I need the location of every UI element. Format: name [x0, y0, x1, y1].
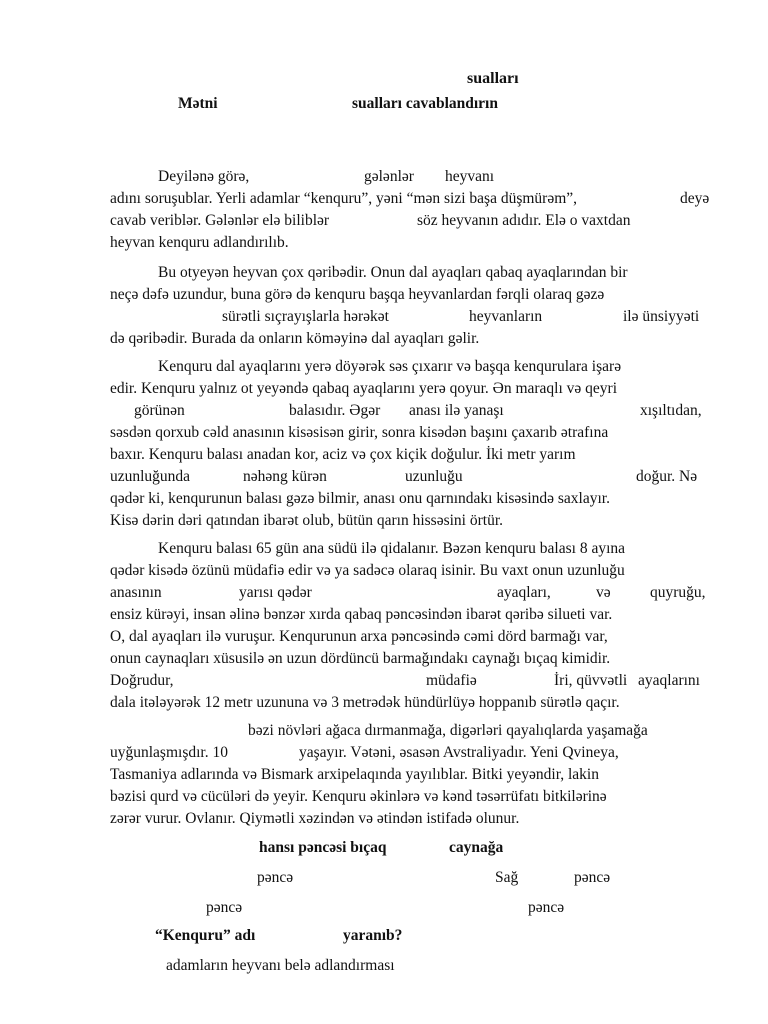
p3-line6-a: uzunluğunda: [110, 468, 191, 485]
p3-line3-c: anası ilə yanaşı: [409, 402, 504, 419]
question1-option: Sağ: [495, 869, 519, 886]
p4-line7-d: ayaqlarını: [638, 672, 700, 689]
p2-line3-b: heyvanların: [469, 308, 543, 325]
p3-line3-b: balasıdır. Əgər: [289, 402, 381, 419]
p5-line2-a: uyğunlaşmışdır. 10: [110, 744, 228, 761]
subtitle-right: sualları cavablandırın: [352, 95, 498, 112]
p3-line4: səsdən qorxub cəld anasının kisəsisən girir, sonra kisədən başını çaxarıb ətrafına: [110, 424, 609, 441]
p3-line6-c: uzunluğu: [405, 468, 463, 485]
question1-option: pəncə: [574, 869, 611, 886]
question1-option: pəncə: [206, 899, 243, 916]
p3-line2: edir. Kenquru yalnız ot yeyəndə qabaq ayaqlarını yerə qoyur. Ən maraqlı və qeyri: [110, 380, 618, 397]
question2-answer: adamların heyvanı belə adlandırması: [166, 957, 395, 974]
p5-line5: zərər vurur. Ovlanır. Qiymətli xəzindən və ətindən istifadə olunur.: [110, 810, 520, 827]
p4-line3-e: quyruğu,: [650, 584, 706, 601]
p4-line3-a: anasının: [110, 584, 162, 601]
question1-option: pəncə: [257, 869, 294, 886]
p4-line7-b: müdafiə: [426, 672, 477, 689]
p4-line3-b: yarısı qədər: [239, 584, 312, 601]
p4-line8: dala itələyərək 12 metr uzununa və 3 metrədək hündürlüyə hoppanıb sürətlə qaçır.: [110, 694, 620, 711]
page-title: sualları: [467, 70, 519, 87]
subtitle-left: Mətni: [178, 95, 218, 112]
p4-line7-c: İri, qüvvətli: [554, 672, 628, 689]
p3-line3-d: xışıltıdan,: [640, 402, 702, 419]
question2-text-b: yaranıb?: [343, 927, 403, 944]
p2-line4: də qəribədir. Burada da onların köməyinə dal ayaqları gəlir.: [110, 330, 480, 347]
p1-line4: heyvan kenquru adlandırılıb.: [110, 234, 289, 251]
p4-line6: onun caynaqları xüsusilə ən uzun dördüncü barmağındakı caynağı bıçaq kimidir.: [110, 650, 611, 667]
p2-line3-c: ilə ünsiyyəti: [623, 308, 700, 325]
p4-line2: qədər kisədə özünü müdafiə edir və ya sadəcə olaraq isinir. Bu vaxt onun uzunluğu: [110, 562, 625, 579]
question1-text-b: caynağa: [449, 839, 504, 856]
p3-line6-d: doğur. Nə: [636, 468, 698, 485]
question1-option: pəncə: [528, 899, 565, 916]
p4-line3-d: və: [596, 584, 611, 601]
p5-line2-b: yaşayır. Vətəni, əsasən Avstraliyadır. Yeni Qvineya,: [299, 744, 619, 761]
p5-line3: Tasmaniya adlarında və Bismark arxipelaqında yayılıblar. Bitki yeyəndir, lakin: [110, 766, 599, 783]
p3-line5: baxır. Kenquru balası anadan kor, aciz və çox kiçik doğulur. İki metr yarım: [110, 446, 576, 463]
p3-line3-a: görünən: [134, 402, 185, 419]
p4-line7-a: Doğrudur,: [110, 672, 174, 689]
p4-line1: Kenquru balası 65 gün ana südü ilə qidalanır. Bəzən kenquru balası 8 ayına: [158, 540, 626, 557]
p1-line2-a: adını soruşublar. Yerli adamlar “kenquru”, yəni “mən sizi başa düşmürəm”,: [110, 190, 578, 207]
p1-line1-c: heyvanı: [445, 168, 495, 185]
question2-text-a: “Kenquru” adı: [155, 927, 256, 944]
question1-text-a: hansı pəncəsi bıçaq: [259, 839, 387, 856]
p3-line8: Kisə dərin dəri qatından ibarət olub, bütün qarın hissəsini örtür.: [110, 512, 504, 529]
p1-line1-b: gələnlər: [364, 168, 414, 185]
p5-line1: bəzi növləri ağaca dırmanmağa, digərləri qayalıqlarda yaşamağa: [248, 722, 648, 739]
p5-line4: bəzisi qurd və cücüləri də yeyir. Kenquru əkinlərə və kənd təsərrüfatı bitkilərinə: [110, 788, 607, 805]
p2-line2: neçə dəfə uzundur, buna görə də kenquru başqa heyvanlardan fərqli olaraq gəzə: [110, 286, 605, 303]
p4-line4: ensiz kürəyi, insan əlinə bənzər xırda qabaq pəncəsindən ibarət qəribə silueti var.: [110, 606, 613, 623]
p1-line2-b: deyə: [680, 190, 710, 207]
p4-line5: O, dal ayaqları ilə vuruşur. Kenqurunun arxa pəncəsində cəmi dörd barmağı var,: [110, 628, 608, 645]
p2-line1: Bu otyeyən heyvan çox qəribədir. Onun dal ayaqları qabaq ayaqlarından bir: [158, 264, 628, 281]
p3-line1: Kenquru dal ayaqlarını yerə döyərək səs çıxarır və başqa kenqurulara işarə: [158, 358, 622, 375]
p1-line3-a: cavab veriblər. Gələnlər elə biliblər: [110, 212, 330, 229]
p4-line3-c: ayaqları,: [497, 584, 551, 601]
p3-line7: qədər ki, kenqurunun balası gəzə bilmir, anası onu qarnındakı kisəsində saxlayır.: [110, 490, 610, 507]
p1-line1-a: Deyilənə görə,: [158, 168, 250, 185]
p3-line6-b: nəhəng kürən: [243, 468, 327, 485]
p1-line3-b: söz heyvanın adıdır. Elə o vaxtdan: [417, 212, 631, 229]
p2-line3-a: sürətli sıçrayışlarla hərəkət: [222, 308, 389, 325]
